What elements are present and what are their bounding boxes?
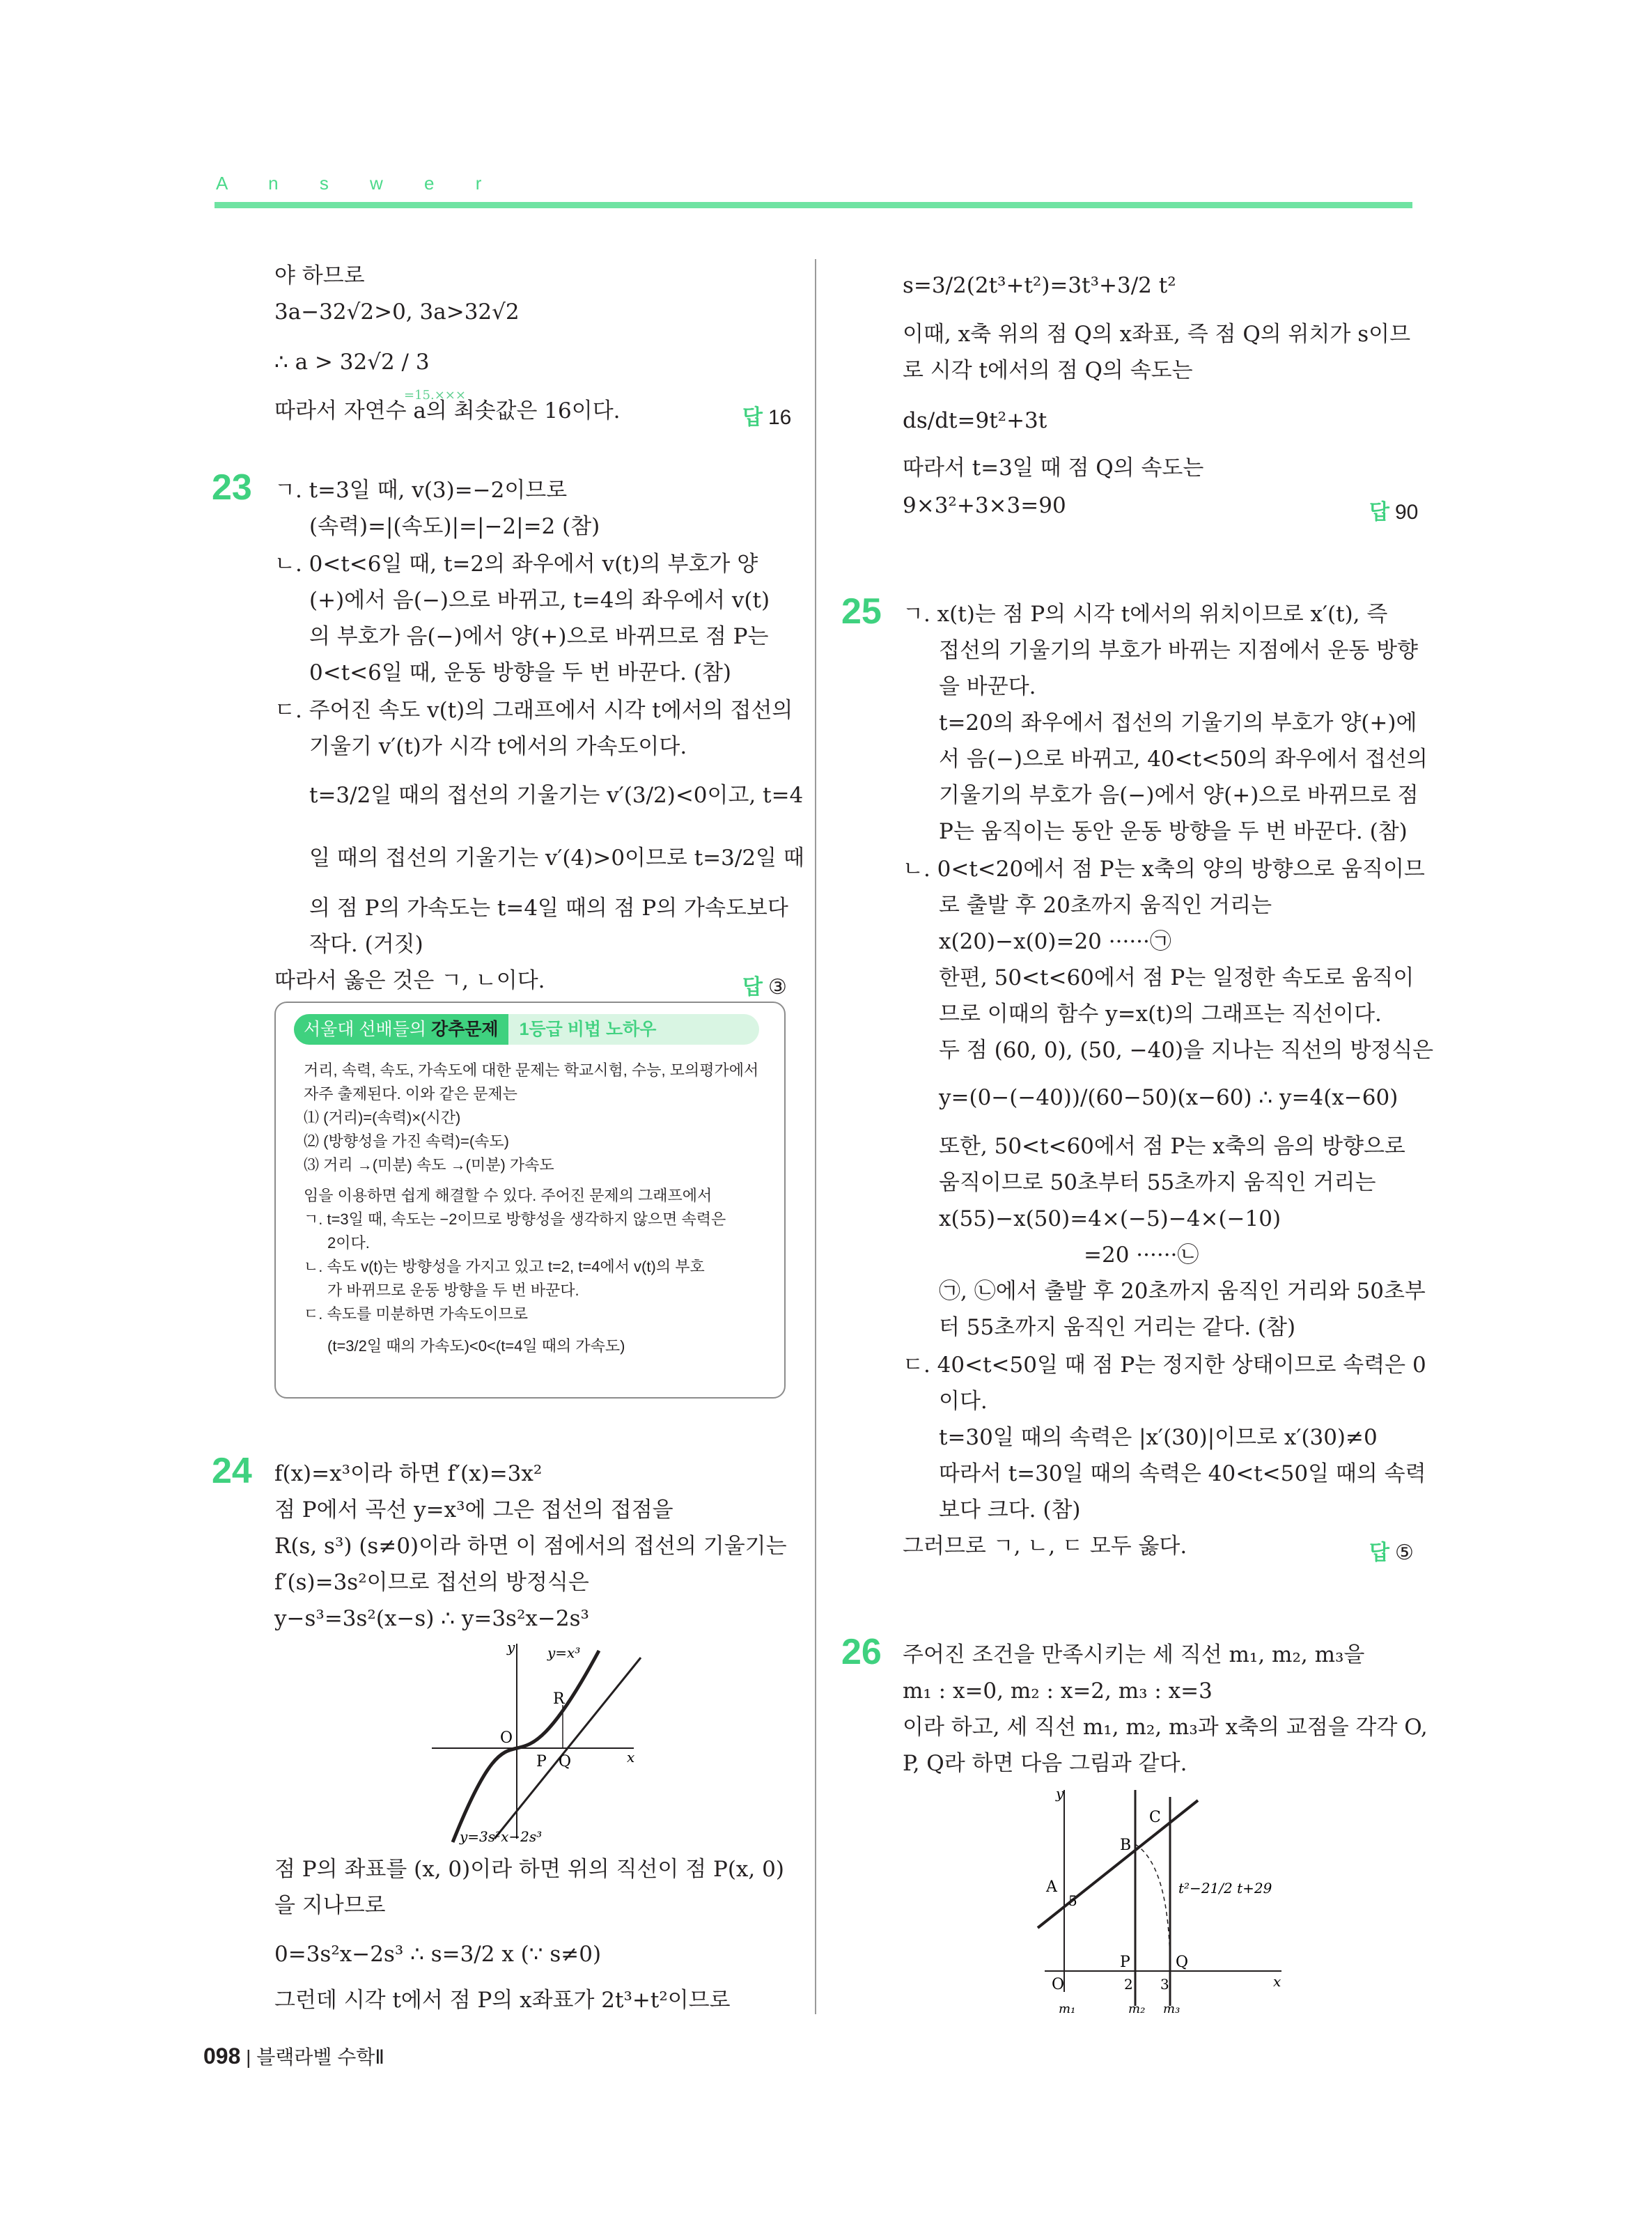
text-line: x(55)−x(50)=4×(−5)−4×(−10)	[939, 1206, 1281, 1231]
text-line: 이때, x축 위의 점 Q의 x좌표, 즉 점 Q의 위치가 s이므	[903, 322, 1411, 347]
graph-label: A	[1046, 1878, 1057, 1896]
text-line: 로 시각 t에서의 점 Q의 속도는	[903, 358, 1193, 383]
handwritten-annotation: =15.×××	[404, 388, 466, 403]
graph-label: x	[1273, 1973, 1281, 1990]
dashed-arc	[1135, 1844, 1170, 1971]
text-line: 9×3²+3×3=90	[903, 493, 1066, 518]
graph-label: R	[553, 1690, 565, 1708]
text-line: 기울기 v′(t)가 시각 t에서의 가속도이다.	[309, 734, 687, 759]
text-line: R(s, s³) (s≠0)이라 하면 이 점에서의 접선의 기울기는	[274, 1534, 787, 1559]
text-line: 그런데 시각 t에서 점 P의 x좌표가 2t³+t²이므로	[274, 1988, 731, 2013]
tip-line: (t=3/2일 때의 가속도)<0<(t=4일 때의 가속도)	[327, 1337, 625, 1355]
text-line: 0<t<6일 때, 운동 방향을 두 번 바꾼다. (참)	[309, 660, 732, 685]
graph-label: y	[507, 1639, 515, 1656]
text-line: 이라 하고, 세 직선 m₁, m₂, m₃과 x축의 교점을 각각 O,	[903, 1715, 1428, 1740]
graph-label: 2	[1124, 1976, 1133, 1993]
answer-badge: 답 ⑤	[1369, 1541, 1414, 1564]
text-line: ㄷ. 40<t<50일 때 점 P는 정지한 상태이므로 속력은 0	[903, 1353, 1426, 1378]
text-line: 보다 크다. (참)	[939, 1497, 1081, 1523]
text-line: f′(s)=3s²이므로 접선의 방정식은	[274, 1570, 589, 1595]
curve-label: y=x³	[547, 1644, 581, 1661]
answer-badge: 답 90	[1369, 501, 1419, 524]
text-line: 의 점 P의 가속도는 t=4일 때의 점 P의 가속도보다	[309, 896, 788, 921]
text-line: 점 P에서 곡선 y=x³에 그은 접선의 접점을	[274, 1497, 673, 1523]
three-lines-graph	[1031, 1783, 1295, 2020]
text-line: 한편, 50<t<60에서 점 P는 일정한 속도로 움직이	[939, 965, 1415, 990]
text-line: 따라서 자연수 a의 최솟값은 16이다.	[274, 398, 621, 423]
graph-label: O	[1052, 1976, 1065, 1993]
book-title: 블랙라벨 수학Ⅱ	[256, 2046, 385, 2068]
text-line: =20 ······㉡	[1084, 1243, 1199, 1268]
text-line: 작다. (거짓)	[309, 932, 423, 957]
graph-label: P	[1120, 1954, 1130, 1971]
question-number: 24	[212, 1451, 252, 1491]
graph-label: C	[1149, 1809, 1161, 1826]
graph-label: x	[627, 1749, 635, 1766]
graph-label: B	[1120, 1837, 1132, 1854]
text-line: m₁ : x=0, m₂ : x=2, m₃ : x=3	[903, 1679, 1213, 1704]
text-line: ㉠, ㉡에서 출발 후 20초까지 움직인 거리와 50초부	[939, 1279, 1426, 1304]
graph-label: 5	[1068, 1892, 1077, 1909]
question-number: 25	[841, 591, 882, 632]
tip-line: 2이다.	[327, 1234, 370, 1252]
text-line: 기울기의 부호가 음(−)에서 양(+)으로 바뀌므로 점	[939, 783, 1419, 808]
text-line: 점 P의 좌표를 (x, 0)이라 하면 위의 직선이 점 P(x, 0)	[274, 1857, 784, 1882]
page-footer	[203, 2042, 384, 2070]
graph-label: 3	[1160, 1976, 1169, 1993]
curve-label: t²−21/2 t+29	[1178, 1880, 1272, 1897]
tip-line: ㄱ. t=3일 때, 속도는 −2이므로 방향성을 생각하지 않으면 속력은	[304, 1210, 726, 1228]
footer-separator: |	[246, 2046, 257, 2068]
graph-label: m₂	[1128, 2002, 1146, 2016]
text-line: 일 때의 접선의 기울기는 v′(4)>0이므로 t=3/2일 때	[309, 846, 804, 871]
text-line: ∴ a > 32√2 / 3	[274, 350, 430, 375]
text-line: 을 지나므로	[274, 1893, 386, 1918]
text-line: f(x)=x³이라 하면 f′(x)=3x²	[274, 1461, 543, 1486]
text-line: 또한, 50<t<60에서 점 P는 x축의 음의 방향으로	[939, 1134, 1405, 1159]
cubic-tangent-graph	[425, 1637, 648, 1846]
text-line: 터 55초까지 움직인 거리는 같다. (참)	[939, 1315, 1296, 1340]
text-line: ㄴ. 0<t<6일 때, t=2의 좌우에서 v(t)의 부호가 양	[274, 552, 758, 577]
text-line: 주어진 조건을 만족시키는 세 직선 m₁, m₂, m₃을	[903, 1642, 1365, 1667]
text-line: t=30일 때의 속력은 |x′(30)|이므로 x′(30)≠0	[939, 1425, 1378, 1450]
tip-line: 임을 이용하면 쉽게 해결할 수 있다. 주어진 문제의 그래프에서	[304, 1187, 712, 1204]
text-line: P, Q라 하면 다음 그림과 같다.	[903, 1751, 1187, 1776]
tip-header-tag: 서울대 선배들의 강추문제	[294, 1014, 508, 1045]
text-line: 이다.	[939, 1389, 988, 1414]
text-line: 야 하므로	[274, 263, 365, 288]
question-number: 23	[212, 467, 252, 508]
text-line: (+)에서 음(−)으로 바뀌고, t=4의 좌우에서 v(t)	[309, 588, 770, 613]
tip-box	[274, 1002, 786, 1399]
tip-line: ㄴ. 속도 v(t)는 방향성을 가지고 있고 t=2, t=4에서 v(t)의 부호	[304, 1258, 705, 1275]
text-line: ㄴ. 0<t<20에서 점 P는 x축의 양의 방향으로 움직이므	[903, 857, 1425, 882]
text-line: 그러므로 ㄱ, ㄴ, ㄷ 모두 옳다.	[903, 1534, 1187, 1559]
column-divider	[815, 259, 816, 2014]
text-line: P는 움직이는 동안 운동 방향을 두 번 바꾼다. (참)	[939, 819, 1408, 844]
text-line: x(20)−x(0)=20 ······㉠	[939, 929, 1171, 954]
tip-line: 자주 출제된다. 이와 같은 문제는	[304, 1085, 517, 1103]
graph-label: y	[1056, 1785, 1064, 1802]
text-line: ㄷ. 주어진 속도 v(t)의 그래프에서 시각 t에서의 접선의	[274, 698, 793, 723]
graph-label: Q	[559, 1753, 572, 1770]
tip-header-subtitle: 1등급 비법 노하우	[519, 1020, 657, 1039]
text-line: ㄱ. x(t)는 점 P의 시각 t에서의 위치이므로 x′(t), 즉	[903, 602, 1388, 627]
text-line: t=3/2일 때의 접선의 기울기는 v′(3/2)<0이고, t=4	[309, 783, 804, 808]
graph-label: O	[500, 1729, 513, 1747]
text-line: (속력)=|(속도)|=|−2|=2 (참)	[309, 514, 600, 539]
text-line: 따라서 t=3일 때 점 Q의 속도는	[903, 455, 1204, 481]
text-line: y=(0−(−40))/(60−50)(x−60) ∴ y=4(x−60)	[939, 1085, 1398, 1110]
graph-label: m₃	[1163, 2002, 1180, 2016]
answer-badge: 답 16	[742, 406, 792, 429]
question-number: 26	[841, 1632, 882, 1672]
tip-line: ⑶ 거리 →(미분) 속도 →(미분) 가속도	[304, 1156, 554, 1174]
tip-line: 가 바뀌므로 운동 방향을 두 번 바꾼다.	[327, 1282, 579, 1299]
cubic-curve	[453, 1651, 599, 1842]
tangent-label: y=3s²x−2s³	[460, 1828, 543, 1845]
text-line: 두 점 (60, 0), (50, −40)을 지나는 직선의 방정식은	[939, 1038, 1434, 1063]
text-line: 3a−32√2>0, 3a>32√2	[274, 299, 520, 325]
tip-line: 거리, 속력, 속도, 가속도에 대한 문제는 학교시험, 수능, 모의평가에서	[304, 1061, 759, 1079]
text-line: 따라서 t=30일 때의 속력은 40<t<50일 때의 속력	[939, 1461, 1426, 1486]
text-line: t=20의 좌우에서 접선의 기울기의 부호가 양(+)에	[939, 710, 1417, 735]
text-line: ds/dt=9t²+3t	[903, 408, 1047, 433]
page-number: 098	[203, 2043, 241, 2069]
text-line: 따라서 옳은 것은 ㄱ, ㄴ이다.	[274, 968, 545, 993]
tip-header	[294, 1014, 759, 1045]
tip-line: ⑴ (거리)=(속력)×(시간)	[304, 1109, 461, 1126]
text-line: 로 출발 후 20초까지 움직인 거리는	[939, 893, 1272, 918]
text-line: 의 부호가 음(−)에서 양(+)으로 바뀌므로 점 P는	[309, 624, 769, 649]
text-line: 을 바꾼다.	[939, 674, 1036, 699]
header-rule	[215, 202, 1412, 208]
text-line: ㄱ. t=3일 때, v(3)=−2이므로	[274, 478, 568, 503]
graph-label: m₁	[1059, 2002, 1076, 2016]
text-line: y−s³=3s²(x−s) ∴ y=3s²x−2s³	[274, 1606, 589, 1631]
text-line: s=3/2(2t³+t²)=3t³+3/2 t²	[903, 273, 1176, 298]
graph-label: Q	[1176, 1954, 1189, 1971]
tip-line: ⑵ (방향성을 가진 속력)=(속도)	[304, 1132, 510, 1150]
slanted-line	[1038, 1800, 1198, 1928]
header-label: A n s w e r	[216, 173, 500, 194]
answer-badge: 답 ③	[742, 976, 787, 999]
text-line: 0=3s²x−2s³ ∴ s=3/2 x (∵ s≠0)	[274, 1942, 602, 1967]
text-line: 서 음(−)으로 바뀌고, 40<t<50의 좌우에서 접선의	[939, 747, 1428, 772]
text-line: 움직이므로 50초부터 55초까지 움직인 거리는	[939, 1170, 1376, 1195]
tip-line: ㄷ. 속도를 미분하면 가속도이므로	[304, 1305, 528, 1323]
text-line: 므로 이때의 함수 y=x(t)의 그래프는 직선이다.	[939, 1002, 1382, 1027]
graph-label: P	[536, 1753, 547, 1770]
text-line: 접선의 기울기의 부호가 바뀌는 지점에서 운동 방향	[939, 638, 1418, 663]
